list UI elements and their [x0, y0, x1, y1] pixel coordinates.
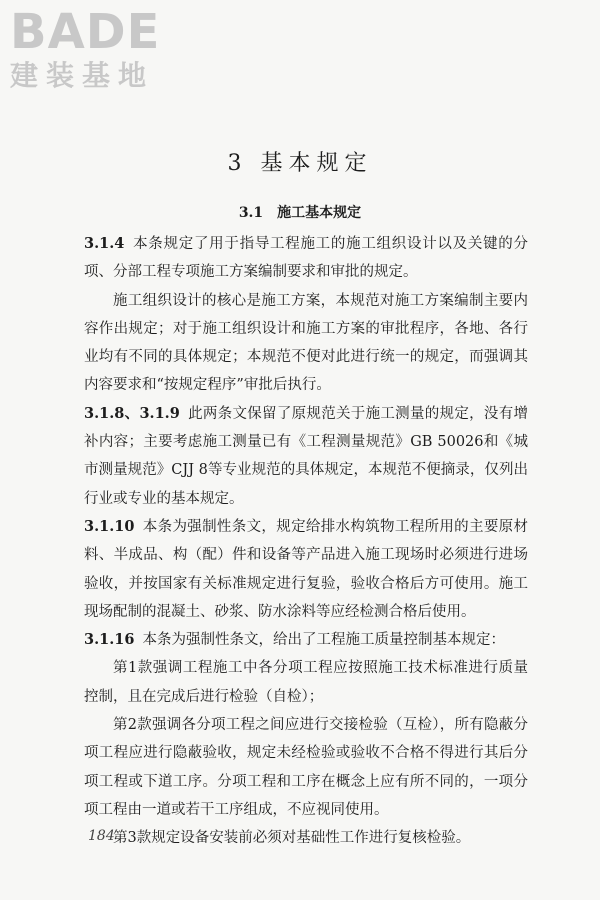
- paragraph-text: 本条规定了用于指导工程施工的施工组织设计以及关键的分项、分部工程专项施工方案编制要求和审批的规定。: [84, 236, 528, 281]
- paragraph-text: 本条为强制性条文，规定给排水构筑物工程所用的主要原材料、半成品、构（配）件和设备等产品进入施工现场时必须进行进场验收，并按国家有关标准规定进行复验，验收合格后方可使用。施工现场配制的混凝土、砂浆、防水涂料等应经检测合格后使用。: [84, 518, 528, 620]
- page-number: 184: [88, 828, 115, 844]
- paragraph-3-1-4: [84, 230, 528, 287]
- paragraph-3-1-8-3-1-9: [84, 400, 528, 513]
- paragraph-text: 本条为强制性条文，给出了工程施工质量控制基本规定：: [142, 632, 505, 649]
- section-heading: [0, 202, 600, 222]
- paragraph-construction-plan: [84, 287, 528, 400]
- section-number: 3.1: [238, 205, 264, 221]
- watermark-subtitle: 建装基地: [10, 59, 155, 92]
- paragraph-text: 第2款强调各分项工程之间应进行交接检验（互检），所有隐蔽分项工程应进行隐蔽验收，规定未经检验或验收不合格不得进行其后分项工程或下道工序。分项工程和工序在概念上应有所不同的，一项分项工程由一道或若干工序组成，不应视同使用。: [84, 717, 528, 818]
- watermark-logo: [10, 6, 160, 92]
- paragraph-text: 第1款强调工程施工中各分项工程应按照施工技术标准进行质量控制，且在完成后进行检验（自检）；: [84, 660, 528, 705]
- paragraph-text: 此两条文保留了原规范关于施工测量的规定，没有增补内容；主要考虑施工测量已有《工程测量规范》GB 50026和《城市测量规范》CJJ 8等专业规范的具体规定，本规范不便摘录，仅列出行业或专业的基本规定。: [84, 405, 528, 507]
- watermark-brand: BADE: [10, 4, 161, 60]
- paragraph-item-3: [84, 824, 528, 852]
- clause-number: 3.1.4: [84, 235, 125, 252]
- section-title: 施工基本规定: [277, 205, 362, 221]
- paragraph-item-2: [84, 711, 528, 824]
- paragraph-item-1: [84, 654, 528, 711]
- clause-number: 3.1.10: [84, 517, 135, 535]
- chapter-title: 3 基本规定: [227, 151, 373, 176]
- clause-number: 3.1.8、3.1.9: [84, 404, 180, 422]
- clause-number: 3.1.16: [84, 631, 135, 649]
- paragraph-3-1-10: [84, 513, 528, 626]
- paragraph-text: 施工组织设计的核心是施工方案，本规范对施工方案编制主要内容作出规定；对于施工组织设计和施工方案的审批程序，各地、各行业均有不同的具体规定；本规范不便对此进行统一的规定，而强调其内容要求和“按规定程序”审批后执行。: [84, 292, 528, 394]
- paragraph-text: 第3款规定设备安装前必须对基础性工作进行复核检验。: [113, 830, 471, 847]
- body-text: [84, 230, 528, 853]
- paragraph-3-1-16: [84, 626, 528, 654]
